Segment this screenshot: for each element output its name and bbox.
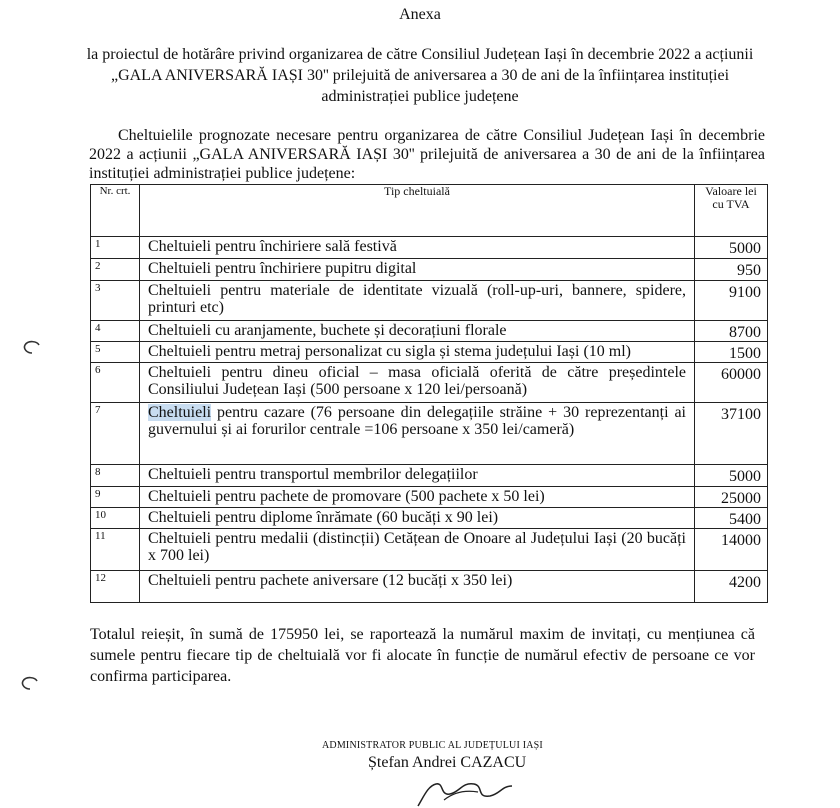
circle-mark-icon <box>21 676 39 690</box>
signature-icon <box>414 772 534 808</box>
row-nr: 10 <box>91 508 140 529</box>
intro-paragraph: Cheltuielile prognozate necesare pentru organizarea de către Consiliul Județean Iași în decembrie 2022 a acțiunii „GALA ANIVERSARĂ IAȘI 30'' prilejuită de aniversarea a 30 de ani de la înființarea instituției administrației publice județene: <box>89 127 765 182</box>
row-desc: Cheltuieli cu aranjamente, buchete și decorațiuni florale <box>140 321 695 342</box>
annex-title: Anexa <box>399 6 441 23</box>
row-nr: 12 <box>91 571 140 603</box>
table-row <box>91 508 768 529</box>
row-val: 4200 <box>695 571 768 603</box>
row-nr: 1 <box>91 237 140 259</box>
table-row <box>91 363 768 403</box>
row-val: 14000 <box>695 529 768 571</box>
row-desc: Cheltuieli pentru materiale de identitate vizuală (roll-up-uri, bannere, spidere, printuri etc) <box>140 281 695 321</box>
circle-mark-icon <box>23 340 41 354</box>
document-subtitle: la proiectul de hotărâre privind organizarea de către Consiliul Județean Iași în decembrie 2022 a acțiunii „GALA ANIVERSARĂ IAȘI 30'' prilejuită de aniversarea a 30 de ani de la înființarea instituției administrației publice județene <box>86 46 754 105</box>
row-val: 5000 <box>695 465 768 487</box>
row-val: 8700 <box>695 321 768 342</box>
row-desc: Cheltuieli pentru metraj personalizat cu sigla și stema județului Iași (10 ml) <box>140 342 695 363</box>
header-valoare: Valoare lei cu TVA <box>695 185 768 237</box>
row-nr: 8 <box>91 465 140 487</box>
admin-name: Ștefan Andrei CAZACU <box>368 754 527 771</box>
row-nr: 5 <box>91 342 140 363</box>
row-nr: 9 <box>91 487 140 508</box>
table-row <box>91 237 768 259</box>
table-row <box>91 259 768 281</box>
table-row <box>91 281 768 321</box>
table-row <box>91 403 768 465</box>
table-row <box>91 342 768 363</box>
row-desc: Cheltuieli pentru închiriere sală festivă <box>140 237 695 259</box>
row-nr: 4 <box>91 321 140 342</box>
header-nr: Nr. crt. <box>91 185 140 237</box>
row-desc: Cheltuieli pentru pachete de promovare (500 pachete x 50 lei) <box>140 487 695 508</box>
row-val: 25000 <box>695 487 768 508</box>
row-val: 9100 <box>695 281 768 321</box>
row-val: 1500 <box>695 342 768 363</box>
row-desc: Cheltuieli pentru diplome înrămate (60 bucăți x 90 lei) <box>140 508 695 529</box>
row-nr: 7 <box>91 403 140 465</box>
row-val: 950 <box>695 259 768 281</box>
table-row <box>91 529 768 571</box>
row-nr: 3 <box>91 281 140 321</box>
row-desc: Cheltuieli pentru transportul membrilor delegațiilor <box>140 465 695 487</box>
row-desc: Cheltuieli pentru închiriere pupitru digital <box>140 259 695 281</box>
admin-role: ADMINISTRATOR PUBLIC AL JUDEȚULUI IAȘI <box>322 740 543 751</box>
header-tip: Tip cheltuială <box>140 185 695 237</box>
table-row <box>91 321 768 342</box>
row-nr: 11 <box>91 529 140 571</box>
row-val: 37100 <box>695 403 768 465</box>
table-row <box>91 487 768 508</box>
row-val: 5400 <box>695 508 768 529</box>
row-desc-rest: pentru cazare (76 persoane din delegațiile străine + 30 reprezentanți ai guvernului și ai forurilor centrale =106 persoane x 350 lei/cameră) <box>148 404 686 438</box>
table-row <box>91 465 768 487</box>
row-desc: Cheltuieli pentru pachete aniversare (12 bucăți x 350 lei) <box>140 571 695 603</box>
cost-table <box>90 184 768 603</box>
row-desc: Cheltuieli pentru dineu oficial – masa oficială oferită de către președintele Consiliului Județean Iași (500 persoane x 120 lei/persoană) <box>140 363 695 403</box>
row-val: 5000 <box>695 237 768 259</box>
table-row <box>91 571 768 603</box>
table-header-row <box>91 185 768 237</box>
row-desc <box>140 403 695 465</box>
row-val: 60000 <box>695 363 768 403</box>
row-desc: Cheltuieli pentru medalii (distincții) Cetățean de Onoare al Județului Iași (20 bucăți x 700 lei) <box>140 529 695 571</box>
row-nr: 2 <box>91 259 140 281</box>
highlighted-word: Cheltuieli <box>148 404 212 421</box>
row-nr: 6 <box>91 363 140 403</box>
total-paragraph: Totalul reieșit, în sumă de 175950 lei, se raportează la numărul maxim de invitați, cu mențiunea că sumele pentru fiecare tip de cheltuială vor fi alocate în funcție de numărul efectiv de persoane ce vor confirma participarea. <box>90 626 755 685</box>
